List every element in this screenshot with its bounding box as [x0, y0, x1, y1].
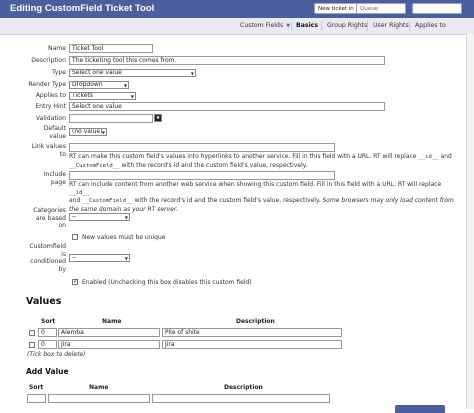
categories-label-line: on: [58, 222, 66, 230]
applies-to-label: Applies to: [35, 92, 66, 99]
categories-select[interactable]: -- ▼: [69, 213, 130, 221]
conditioned-label-line: is: [61, 250, 66, 258]
values-name-header: Name: [102, 318, 122, 325]
values-heading: Values: [26, 296, 62, 307]
tab-user-rights[interactable]: User Rights: [373, 22, 409, 29]
include-page-label-line: page: [50, 178, 66, 186]
hint-text: with the record's id and the custom field's value, respectively.: [121, 161, 308, 169]
sub-navigation: [0, 18, 474, 35]
conditioned-label: [4, 243, 66, 273]
enabled-checkbox[interactable]: [72, 279, 78, 285]
hint-text: RT can make this custom field's values into hyperlinks to another service. Fill in this field with a URL. RT will replace: [69, 153, 417, 160]
tab-custom-fields-label: Custom Fields: [240, 22, 284, 29]
delete-note: (Tick box to delete): [27, 351, 86, 358]
nav-divider: [367, 21, 368, 31]
unique-values-checkbox[interactable]: [72, 234, 78, 240]
hint-text: RT can include content from another web service when showing this custom field. Fill in this field with a URL. RT will replace: [69, 181, 442, 188]
hint-text: and: [69, 197, 81, 205]
render-type-label: Render Type: [28, 81, 66, 88]
nav-divider: [291, 21, 292, 31]
tab-applies-to[interactable]: Applies to: [415, 22, 446, 29]
default-value-label: [4, 125, 66, 140]
add-name-field[interactable]: [48, 394, 150, 403]
value-sort-field[interactable]: 0: [38, 328, 57, 337]
hint-text: and: [440, 153, 452, 160]
search-input[interactable]: [412, 3, 462, 14]
queue-select[interactable]: Queue: [356, 3, 406, 14]
value-description-field[interactable]: Pile of shite: [162, 328, 342, 337]
value-name-field[interactable]: Alemba: [58, 328, 160, 337]
include-page-field[interactable]: [69, 171, 335, 180]
default-value-select[interactable]: (no value) ▼: [69, 128, 107, 136]
value-description-field[interactable]: Jira: [162, 340, 342, 349]
hint-italic: Some browsers may only load content from the same domain as your RT server.: [69, 197, 454, 213]
validation-select[interactable]: [154, 114, 162, 122]
validation-label: Validation: [35, 115, 66, 122]
name-label: Name: [48, 45, 66, 52]
type-label: Type: [52, 69, 66, 76]
link-values-label-line: to: [59, 150, 66, 158]
scrollbar[interactable]: [466, 34, 474, 409]
values-description-header: Description: [236, 318, 275, 325]
link-values-field[interactable]: [69, 143, 335, 152]
delete-value-checkbox[interactable]: [29, 342, 35, 348]
add-value-heading: Add Value: [26, 367, 69, 376]
values-sort-header: Sort: [41, 318, 56, 325]
page-title: Editing CustomField Ticket Tool: [10, 3, 155, 14]
link-values-hint: [69, 153, 459, 170]
delete-value-checkbox[interactable]: [29, 330, 35, 336]
description-label: Description: [31, 57, 66, 64]
hint-code: __id__: [418, 154, 439, 160]
entry-hint-field[interactable]: Select one value: [69, 102, 385, 111]
categories-label: [4, 207, 66, 230]
validation-field[interactable]: [69, 114, 153, 123]
link-values-label: [4, 143, 66, 158]
include-page-label-line: Include: [43, 171, 66, 178]
name-field[interactable]: Ticket Tool: [69, 44, 153, 53]
include-page-hint: [69, 181, 459, 213]
value-sort-field[interactable]: 0: [38, 340, 57, 349]
categories-label-line: are based: [35, 214, 66, 222]
tab-group-rights[interactable]: Group Rights: [327, 22, 368, 29]
entry-hint-label: Entry Hint: [35, 103, 66, 110]
unique-values-label: New values must be unique: [82, 234, 166, 241]
render-type-select[interactable]: Dropdown ▼: [69, 81, 129, 89]
chevron-down-icon: ▼: [286, 23, 291, 29]
add-name-header: Name: [89, 384, 109, 391]
conditioned-select[interactable]: -- ▼: [69, 254, 130, 262]
add-description-header: Description: [224, 384, 263, 391]
categories-label-line: Categories: [33, 207, 66, 214]
add-sort-field[interactable]: [27, 394, 46, 403]
conditioned-label-line: Customfield: [29, 243, 66, 250]
default-value-label-line: Default: [43, 125, 66, 132]
hint-code: __id__: [69, 189, 90, 196]
nav-divider: [321, 21, 322, 31]
conditioned-label-line: conditioned: [30, 258, 66, 266]
header-bar: [0, 0, 474, 18]
link-values-label-line: Link values: [31, 143, 66, 150]
conditioned-label-line: by: [58, 265, 66, 273]
type-select[interactable]: Select one value ▼: [69, 69, 196, 77]
value-name-field[interactable]: Jira: [58, 340, 160, 349]
save-button[interactable]: [395, 405, 445, 413]
default-value-label-line: value: [49, 132, 66, 140]
enabled-label: Enabled (Unchecking this box disables this custom field): [82, 279, 252, 286]
add-description-field[interactable]: [152, 394, 330, 403]
nav-divider: [409, 21, 410, 31]
tab-basics[interactable]: Basics: [296, 22, 319, 29]
new-ticket-button[interactable]: New ticket in: [314, 3, 358, 14]
hint-code: __CustomField__: [69, 162, 120, 169]
hint-text: with the record's id and the custom field's value, respectively.: [134, 197, 321, 205]
hint-code: __CustomField__: [82, 198, 133, 205]
include-page-label: [4, 171, 66, 186]
description-field[interactable]: The ticketing tool this comes from.: [69, 56, 385, 65]
applies-to-select[interactable]: Tickets ▼: [69, 92, 136, 100]
add-sort-header: Sort: [29, 384, 44, 391]
tab-custom-fields[interactable]: [240, 22, 290, 29]
